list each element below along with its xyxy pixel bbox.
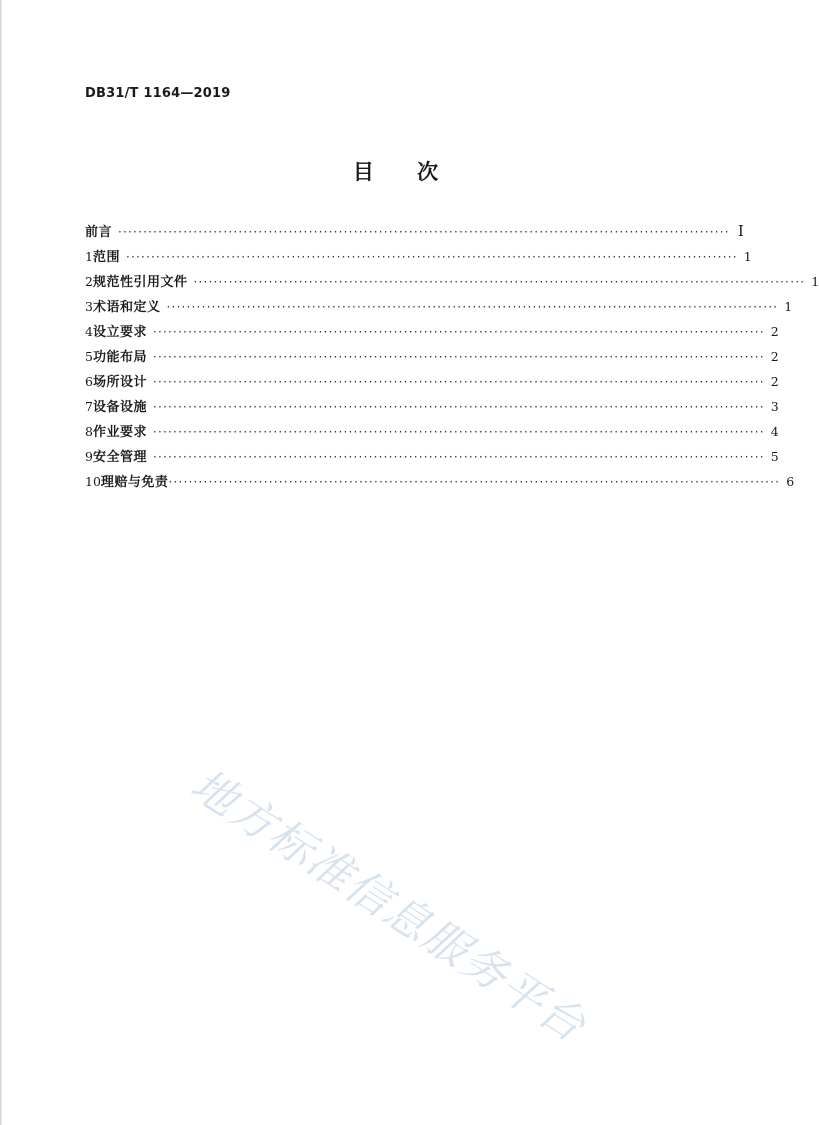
toc-leader-dots: ·························································································································· (152, 450, 765, 464)
toc-entry-label: 场所设计 (92, 375, 147, 390)
toc-entry-5[interactable] (85, 346, 779, 371)
table-of-contents (85, 221, 819, 496)
toc-leader-dots: ·························································································································· (152, 375, 765, 389)
toc-entry-8[interactable] (85, 421, 779, 446)
toc-entry-4[interactable] (85, 321, 779, 346)
toc-entry-label: 设备设施 (92, 400, 147, 415)
toc-leader-dots: ·························································································································· (152, 400, 765, 414)
toc-entry-page: 6 (786, 474, 795, 489)
toc-entry-label: 前言 (85, 225, 113, 240)
toc-entry-page: 2 (770, 324, 779, 339)
toc-leader-dots: ·························································································································· (168, 475, 781, 489)
toc-entry-1[interactable] (85, 246, 752, 271)
toc-leader-dots: ·························································································································· (152, 425, 765, 439)
toc-entry-10[interactable] (85, 471, 795, 496)
toc-entry-label: 规范性引用文件 (92, 275, 188, 290)
toc-entry-page: 3 (770, 399, 779, 414)
toc-entry-6[interactable] (85, 371, 779, 396)
toc-leader-dots: ·························································································································· (193, 275, 806, 289)
toc-entry-9[interactable] (85, 446, 779, 471)
toc-entry-number: 10 (85, 474, 101, 489)
standard-code: DB31/T 1164—2019 (85, 86, 231, 101)
toc-entry-number: 3 (85, 299, 93, 314)
toc-leader-dots: ·························································································································· (125, 250, 738, 264)
toc-entry-label: 设立要求 (92, 325, 147, 340)
toc-entry-number: 8 (85, 424, 93, 439)
toc-entry-number: 2 (85, 274, 93, 289)
page-title: 目 次 (352, 160, 440, 184)
toc-entry-label: 理赔与免责 (100, 475, 169, 490)
toc-entry-number: 7 (85, 399, 93, 414)
toc-entry-number: 4 (85, 324, 93, 339)
toc-leader-dots: ·························································································································· (152, 350, 765, 364)
toc-entry-number: 5 (85, 349, 93, 364)
toc-entry-label: 术语和定义 (92, 300, 161, 315)
toc-entry-number: 1 (85, 249, 93, 264)
toc-entry-page: I (737, 222, 744, 240)
toc-entry-label: 安全管理 (92, 450, 147, 465)
toc-entry-number: 9 (85, 449, 93, 464)
toc-entry-page: 1 (784, 299, 793, 314)
toc-entry-page: 2 (770, 374, 779, 389)
toc-entry-7[interactable] (85, 396, 779, 421)
toc-entry-2[interactable] (85, 271, 819, 296)
toc-entry-page: 1 (743, 249, 752, 264)
toc-entry-page: 2 (770, 349, 779, 364)
toc-entry-number: 6 (85, 374, 93, 389)
toc-entry-label: 功能布局 (92, 350, 147, 365)
watermark: 地方标准信息服务平台 (181, 759, 596, 1053)
toc-entry-page: 4 (770, 424, 779, 439)
toc-leader-dots: ·························································································································· (118, 225, 730, 239)
toc-leader-dots: ·························································································································· (166, 300, 779, 314)
toc-entry-3[interactable] (85, 296, 793, 321)
toc-entry-label: 作业要求 (92, 425, 147, 440)
toc-entry-page: 1 (811, 274, 819, 289)
toc-entry-page: 5 (770, 449, 779, 464)
toc-entry-label: 范围 (92, 250, 120, 265)
toc-leader-dots: ·························································································································· (152, 325, 765, 339)
toc-entry-foreword[interactable] (85, 221, 744, 246)
